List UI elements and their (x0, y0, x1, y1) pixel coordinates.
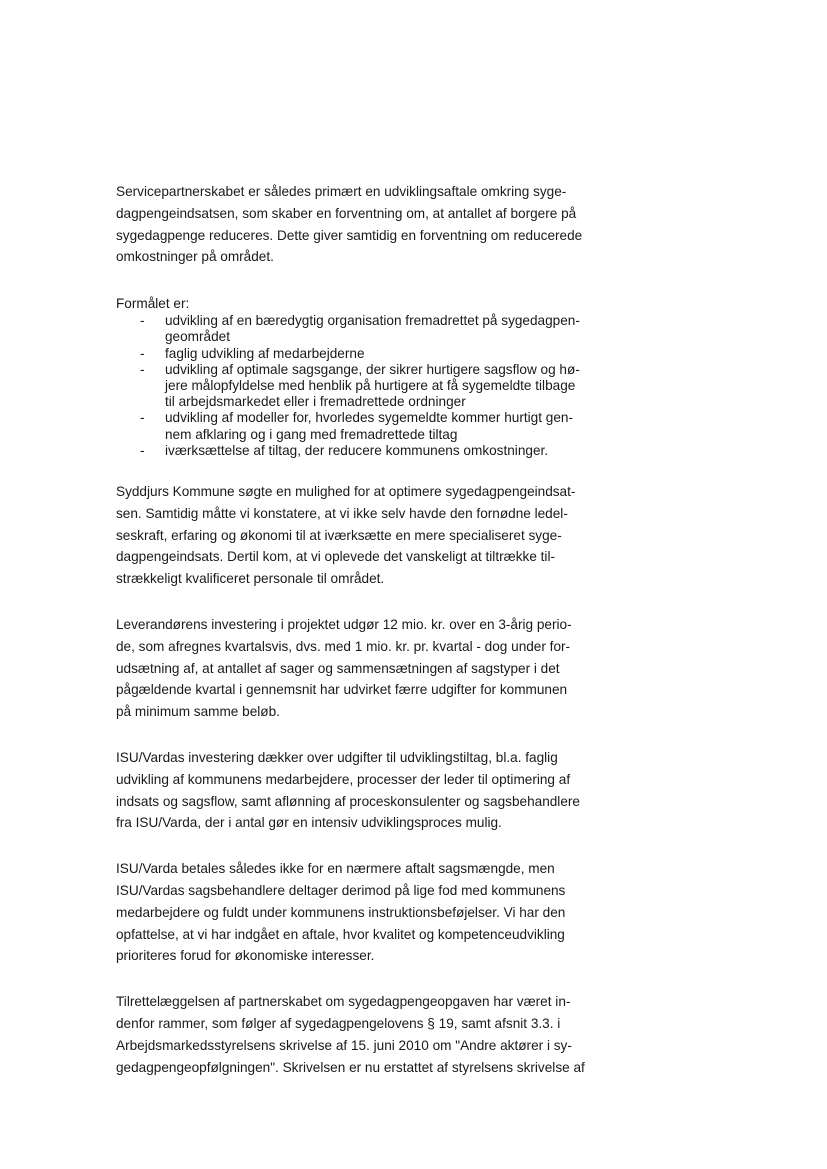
paragraph-partnership-framework (116, 991, 606, 1078)
text-line: indsats og sagsflow, samt aflønning af proceskonsulenter og sagsbehandlere (116, 793, 580, 809)
list-item-line: iværksættelse af tiltag, der reducere kommunens omkostninger. (165, 442, 549, 458)
text-line: Leverandørens investering i projektet udgør 12 mio. kr. over en 3-årig perio- (116, 617, 572, 632)
text-line: udsætning af, at antallet af sager og sammensætningen af sagstyper i det (116, 660, 560, 676)
text-line: Servicepartnerskabet er således primært en udviklingsaftale omkring syge- (116, 184, 567, 199)
paragraph-syddjurs (116, 481, 606, 590)
text-line: Tilrettelæggelsen af partnerskabet om sygedagpengeopgaven har været in- (116, 994, 571, 1010)
spacer (116, 967, 606, 991)
list-item (116, 362, 606, 411)
list-item (116, 346, 606, 362)
text-line: fra ISU/Varda, der i antal gør en intensiv udviklingsproces mulig. (116, 815, 502, 831)
text-line: Arbejdsmarkedsstyrelsens skrivelse af 15. juni 2010 om "Andre aktører i sy- (116, 1037, 572, 1053)
list-item-line: udvikling af modeller for, hvorledes sygemeldte kommer hurtigt gen- (165, 410, 574, 426)
bullet-dash: - (140, 361, 145, 377)
list-item-line: nem afklaring og i gang med fremadrettede tiltag (165, 426, 458, 442)
text-line: sygedagpenge reduceres. Dette giver samtidig en forventning om reducerede (116, 227, 583, 243)
text-line: de, som afregnes kvartalsvis, dvs. med 1 mio. kr. pr. kvartal - dog under for- (116, 638, 571, 654)
text-line: ISU/Vardas investering dækker over udgifter til udviklingstiltag, bl.a. faglig (116, 749, 558, 765)
list-item (116, 443, 606, 459)
text-line: dagpengeindsats. Dertil kom, at vi oplevede det vanskeligt at tiltrække til- (116, 549, 555, 565)
purpose-list (116, 313, 606, 459)
spacer (116, 590, 606, 614)
text-line: pågældende kvartal i gennemsnit har udvirket færre udgifter for kommunen (116, 682, 568, 698)
list-item-line: udvikling af optimale sagsgange, der sikrer hurtigere sagsflow og hø- (165, 361, 580, 377)
text-line: på minimum samme beløb. (116, 704, 280, 720)
spacer (116, 459, 606, 481)
text-line: medarbejdere og fuldt under kommunens instruktionsbeføjelser. Vi har den (116, 904, 566, 920)
text-line: ISU/Vardas sagsbehandlere deltager derimod på lige fod med kommunens (116, 882, 566, 898)
bullet-dash: - (140, 442, 145, 458)
list-item-line: faglig udvikling af medarbejderne (165, 345, 365, 361)
list-item (116, 410, 606, 442)
paragraph-service-partnership (116, 181, 606, 268)
text-line: ISU/Varda betales således ikke for en nærmere aftalt sagsmængde, men (116, 861, 555, 877)
text-line: denfor rammer, som følger af sygedagpengelovens § 19, samt afsnit 3.3. i (116, 1015, 561, 1031)
spacer (116, 834, 606, 858)
text-line: prioriteres forud for økonomiske interesser. (116, 948, 375, 964)
list-item-line: jere målopfyldelse med henblik på hurtigere at få sygemeldte tilbage (165, 378, 576, 393)
paragraph-supplier-investment (116, 614, 606, 723)
list-item-line: geområdet (165, 329, 230, 345)
paragraph-isu-varda-investment (116, 747, 606, 834)
text-line: sen. Samtidig måtte vi konstatere, at vi ikke selv havde den fornødne ledel- (116, 505, 568, 521)
text-line: opfattelse, at vi har indgået en aftale, hvor kvalitet og kompetenceudvikling (116, 926, 565, 942)
list-item-line: udvikling af en bæredygtig organisation fremadrettet på sygedagpen- (165, 313, 580, 329)
text-line: Syddjurs Kommune søgte en mulighed for at optimere sygedagpengeindsat- (116, 484, 576, 500)
list-item-line: til arbejdsmarkedet eller i fremadrettede ordninger (165, 394, 466, 410)
bullet-dash: - (140, 313, 145, 329)
page-body (116, 181, 606, 1078)
spacer (116, 268, 606, 295)
text-line: dagpengeindsatsen, som skaber en forventning om, at antallet af borgere på (116, 205, 577, 221)
list-item (116, 313, 606, 345)
bullet-dash: - (140, 345, 145, 361)
text-line: udvikling af kommunens medarbejdere, processer der leder til optimering af (116, 771, 571, 787)
text-line: strækkeligt kvalificeret personale til området. (116, 571, 385, 587)
text-line: gedagpengeopfølgningen". Skrivelsen er nu erstattet af styrelsens skrivelse af (116, 1059, 585, 1075)
paragraph-isu-varda-payment (116, 858, 606, 967)
purpose-intro: Formålet er: (116, 296, 190, 312)
spacer (116, 723, 606, 747)
bullet-dash: - (140, 410, 145, 426)
text-line: seskraft, erfaring og økonomi til at iværksætte en mere specialiseret syge- (116, 527, 562, 543)
text-line: omkostninger på området. (116, 249, 274, 265)
